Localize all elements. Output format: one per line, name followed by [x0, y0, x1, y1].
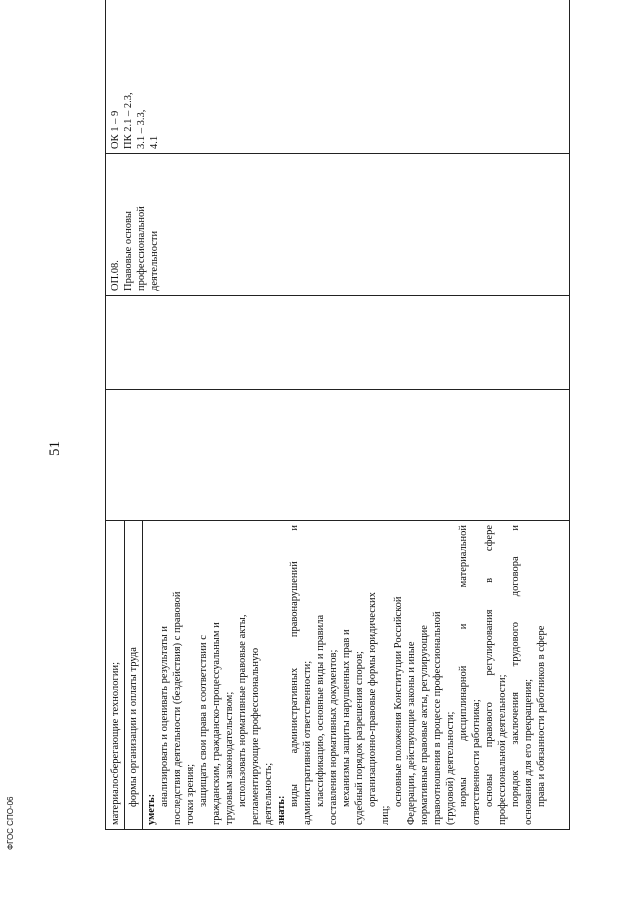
page-number: 51	[47, 441, 63, 456]
curriculum-table	[105, 0, 570, 830]
content-line: порядок заключения трудового договора и	[510, 525, 521, 807]
content-line: основания для его прекращения;	[523, 678, 534, 825]
content-line: основные положения Конституции Российской	[393, 596, 404, 807]
content-line: права и обязанности работников в сфере	[536, 625, 547, 807]
content-line: организационно-правовые формы юридических	[367, 592, 378, 807]
content-line: судебный порядок разрешения споров;	[354, 651, 365, 825]
content-line: составления нормативных документов;	[328, 649, 339, 825]
hours-cell	[106, 390, 570, 521]
content-line: основы правового регулирования в сфере	[484, 525, 495, 807]
discipline-name-line: Правовые основы	[123, 211, 134, 291]
content-line: знать:	[276, 795, 287, 825]
content-line: нормативные правовые акты, регулирующие	[419, 625, 430, 825]
content-line: регламентирующие профессиональную	[250, 647, 261, 825]
competencies-cell	[106, 0, 570, 154]
competency-line: 4.1	[149, 135, 160, 149]
content-line: профессиональной деятельности;	[497, 674, 508, 825]
content-cell	[106, 521, 570, 830]
competency-line: 3.1 – 3.3,	[136, 109, 147, 149]
content-lines	[109, 525, 548, 825]
content-line: ответственности работника;	[471, 699, 482, 825]
hours-cell-2	[106, 296, 570, 390]
content-line: деятельность;	[263, 762, 274, 825]
content-line: лиц;	[380, 805, 391, 825]
footer-label: ФГОС СПО-06	[6, 796, 15, 850]
content-line: использовать нормативные правовые акты,	[237, 614, 248, 807]
content-line: точки зрения;	[185, 763, 196, 825]
competency-line: ОК 1 – 9	[110, 110, 121, 149]
content-line: формы организации и оплаты труда	[127, 521, 143, 829]
content-line: (трудовой) деятельности;	[445, 711, 456, 825]
content-line: правоотношения в процессе профессиональной	[432, 611, 443, 825]
content-line: нормы дисциплинарной и материальной	[458, 525, 469, 807]
rotated-table	[105, 35, 570, 830]
discipline-name-line: профессиональной	[136, 206, 147, 291]
content-line: механизмы защиты нарушенных прав и	[341, 629, 352, 807]
content-line: административной ответственности;	[302, 660, 313, 825]
content-line: анализировать и оценивать результаты и	[159, 626, 170, 807]
discipline-cell	[106, 154, 570, 296]
discipline-name-line: деятельности	[149, 230, 160, 291]
discipline-code: ОП.08.	[110, 260, 121, 291]
content-line: трудовым законодательством;	[224, 691, 235, 825]
competency-line: ПК 2.1 – 2.3,	[123, 92, 134, 149]
content-line: последствия деятельности (бездействия) с правовой	[172, 591, 183, 825]
content-line: Федерации, действующие законы и иные	[406, 641, 417, 825]
content-line: материалосберегающие технологии;	[109, 521, 125, 829]
content-line: классификацию, основные виды и правила	[315, 614, 326, 807]
content-line: гражданским, гражданско-процессуальным и	[211, 622, 222, 825]
table-row	[106, 0, 570, 830]
content-line: уметь:	[146, 793, 157, 825]
content-line: виды административных правонарушений и	[289, 525, 300, 807]
content-line: защищать свои права в соответствии с	[198, 635, 209, 807]
